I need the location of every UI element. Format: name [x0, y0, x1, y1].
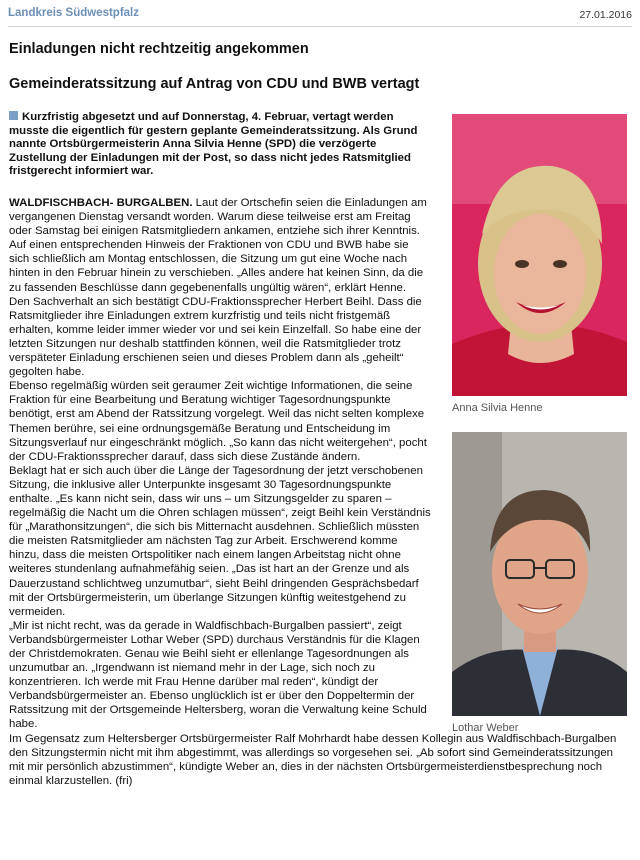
- lead-paragraph: [9, 111, 429, 179]
- photo-caption-henne: Anna Silvia Henne: [452, 402, 543, 414]
- dateline: WALDFISCHBACH- BURGALBEN.: [9, 197, 193, 209]
- paragraph-3: Ebenso regelmäßig würden seit geraumer Zeit wichtige Informationen, die seine Fraktion für eine Bearbeitung und Beratung wichtiger Tagesordnungspunkte benötigt, erst am Abend der Ratssitzung vorgelegt. Weil das nicht selten komplexe Themen berühre, sei eine ordnungsgemäße Beratung und Entscheidung im Sitzungsverlauf nur eingeschränkt möglich. „So kann das nicht weitergehen“, pocht der CDU-Fraktionssprecher darauf, dass sich diese Zustände ändern.: [9, 380, 427, 463]
- paragraph-6: Im Gegensatz zum Heltersberger Ortsbürgermeister Ralf Mohrhardt habe dessen Kollegin aus Waldfischbach-Burgalben den Sitzungstermin nicht mit ihm abgestimmt, was allerdings so vorgesehen sei. „Ab sofort sind Gemeinderatssitzungen mit mir persönlich abzustimmen“, kündigte Weber an, dies in der nächsten Ortsbürgermeisterdienstbesprechung noch einmal klarzustellen. (fri): [9, 732, 617, 787]
- paragraph-5: „Mir ist nicht recht, was da gerade in Waldfischbach-Burgalben passiert“, zeigt Verbandsbürgermeister Lothar Weber (SPD) durchaus Verständnis für die Klagen der Christdemokraten. Genau wie Beihl sieht er ellenlange Tagesordnungen als unzumutbar an. „Irgendwann ist niemand mehr in der Lage, sich noch zu konzentrieren. Ich werde mit Frau Henne darüber mal reden“, kündigt der Verbandsbürgermeister an. Ebenso unglücklich ist er über den Doppeltermin der Ratssitzung mit der Ortsgemeinde Heltersberg, woran die Verwaltung keine Schuld habe.: [9, 619, 427, 731]
- portrait-woman-image: [452, 114, 627, 396]
- article-subtitle: Gemeinderatssitzung auf Antrag von CDU und BWB vertagt: [9, 76, 420, 92]
- lead-text: Kurzfristig abgesetzt und auf Donnerstag, 4. Februar, vertagt werden musste die eigentlich für gestern geplante Gemeinderatssitzung. Als Grund nannte Ortsbürgermeisterin Anna Silvia Henne (SPD) die verzögerte Zustellung der Einladungen mit der Post, so dass nicht jedes Ratsmitglied fristgerecht informiert war.: [9, 111, 418, 178]
- photo-anna-silvia-henne: [452, 114, 627, 396]
- paragraph-2: Den Sachverhalt an sich bestätigt CDU-Fraktionssprecher Herbert Beihl. Dass die Ratsmitglieder ihre Einladungen extrem kurzfristig und teils nicht fristgemäß erhalten, komme leider immer wieder vor und sei kein Einzelfall. So habe eine der letzten Sitzungen nur deshalb stattfinden können, weil die Ratsmitglieder trotz verspäteter Einladung erschienen seien und dieses Problem dann als „geheilt“ gegolten habe.: [9, 295, 422, 379]
- paragraph-1: [9, 196, 431, 295]
- paragraph-1-text: Laut der Ortschefin seien die Einladungen am vergangenen Dienstag versandt worden. Warum diese teilweise erst am Freitag oder Samstag bei einigen Ratsmitgliedern ankamen, entziehe sich ihrer Kenntnis. Auf einen entsprechenden Hinweis der Fraktionen von CDU und BWB habe sie sich schließlich am Montag entschlossen, die Sitzung um gut eine Woche nach hinten in den Februar hinein zu verschieben. „Alles andere hat keinen Sinn, da die zu fassenden Beschlüsse dann gegebenenfalls ungültig wären“, erklärt Henne.: [9, 197, 427, 294]
- publication-date: 27.01.2016: [579, 9, 632, 21]
- lead-marker-icon: [9, 111, 18, 120]
- paragraph-4: Beklagt hat er sich auch über die Länge der Tagesordnung der jetzt verschobenen Sitzung, die inklusive aller Unterpunkte insgesamt 30 Tagesordnungspunkte enthalte. „Es kann nicht sein, dass wir uns – um Sitzungsgelder zu sparen – regelmäßig die Nacht um die Ohren schlagen müssen“, zeigt Beihl kein Verständnis für „Marathonsitzungen“, die sich bis Mitternacht ausdehnen. Schließlich müssten die meisten Ratsmitglieder am nächsten Tag zur Arbeit. Erschwerend komme hinzu, dass die meisten Ortspolitiker nach einem langen Arbeitstag nicht ohne weiteres stundenlang aufnahmefähig seien. „Das ist hart an der Grenze und als Dauerzustand schlichtweg unzumutbar“, sieht Beihl dringenden Gesprächsbedarf mit der Ortsbürgermeisterin, um überlange Sitzungen künftig weitestgehend zu vermeiden.: [9, 464, 431, 618]
- portrait-man-image: [452, 432, 627, 716]
- clipping-header: [8, 4, 632, 27]
- region-label: Landkreis Südwestpfalz: [8, 7, 140, 19]
- article-title: Einladungen nicht rechtzeitig angekommen: [9, 41, 309, 57]
- photo-caption-weber: Lothar Weber: [452, 722, 519, 734]
- photo-lothar-weber: [452, 432, 627, 716]
